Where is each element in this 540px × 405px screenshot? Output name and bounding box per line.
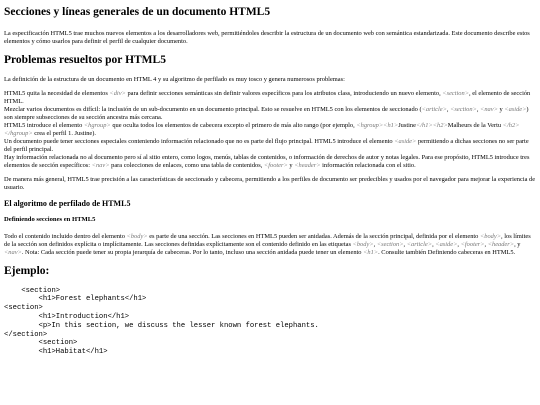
inline-code-tag: <header> bbox=[487, 240, 515, 248]
inline-code-tag: </h1><h2> bbox=[415, 121, 448, 129]
algorithm-heading: El algoritmo de perfilado de HTML5 bbox=[4, 198, 131, 208]
intro-paragraph: La especificación HTML5 trae muchos nuevos elementos a los desarrolladores web, permitiéndoles describir la estructura de un documento web con semántica estandarizada. Este documento describe estos elementos y cómo usarlos para definir el perfil de cualquier documento. bbox=[4, 29, 530, 45]
inline-code-tag: <div> bbox=[109, 89, 126, 97]
inline-code-tag: <body> bbox=[126, 232, 148, 240]
inline-code-tag: <body> bbox=[479, 232, 502, 240]
inline-code-tag: <body> bbox=[352, 240, 374, 248]
problems-closing: De manera más general, HTML5 trae precisión a las características de seccionado y cabecera, permitiendo a los perfiles de documento ser predecibles y usados por el navegador para mejorar la experiencia de usuario. bbox=[4, 175, 536, 191]
inline-code-tag: <article> bbox=[406, 240, 433, 248]
inline-code-tag: <header> bbox=[294, 161, 321, 169]
example-code: <section> <h1>Forest elephants</h1> <section> <h1>Introduction</h1> <p>In this section, we discuss the lesser known forest elephants. </section> <section> <h1>Habitat</h1> bbox=[4, 286, 319, 357]
problem-item: Hay información relacionada no al documento pero sí al sitio entero, como logos, menús, tablas de contenidos, o información de derechos de autor y notas legales. Para ese propósito, HTML5 introduce tres elementos de sección específicos: <nav> para colecciones de enlaces, como una tabla de contenidos, <footer> y <header> información relacionada con el sitio. bbox=[4, 153, 530, 169]
inline-code-tag: </h2></hgroup> bbox=[4, 121, 520, 137]
example-heading: Ejemplo: bbox=[4, 264, 50, 277]
inline-code-tag: <aside> bbox=[394, 137, 417, 145]
problem-item: Mezclar varios documentos es difícil: la inclusión de un sub-documento en un documento principal. Esto se resuelve en HTML5 con los elementos de seccionado (<article>, <section>, <nav> y <aside>) son siempre subsecciones de su sección ancestra más cercana. bbox=[4, 105, 529, 121]
problem-item: HTML5 introduce el elemento <hgroup> que oculta todos los elementos de cabecera excepto el primero de más alto rango (por ejemplo, <hgroup><h1>Justine</h1><h2>Malheurs de la Vertu </h2></hgroup> crea el perfil 1. Justine). bbox=[4, 121, 520, 137]
inline-code-tag: <footer> bbox=[263, 161, 288, 169]
inline-code-tag: <section> bbox=[450, 105, 477, 113]
inline-code-tag: <h1> bbox=[363, 248, 379, 256]
algorithm-paragraph: Todo el contenido incluido dentro del elemento <body> es parte de una sección. Las secciones en HTML5 pueden ser anidadas. Además de la sección principal, definida por el elemento <body>, los límites de la sección son definidos explícita o implícitamente. Las secciones definidas explícitamente son el contenido definido en las etiquetas <body>, <section>, <article>, <aside>, <footer>, <header>, y <nav>. Nota: Cada sección puede tener su propia jerarquía de cabeceras. Por lo tanto, incluso una sección anidada puede tener un elemento <h1>. Consulte también Definiendo cabeceras en HTML5. bbox=[4, 232, 531, 256]
inline-code-tag: <hgroup> bbox=[83, 121, 111, 129]
inline-code-tag: <article> bbox=[421, 105, 447, 113]
inline-code-tag: <section> bbox=[442, 89, 470, 97]
problems-heading: Problemas resueltos por HTML5 bbox=[4, 53, 166, 66]
inline-code-tag: <hgroup><h1> bbox=[356, 121, 399, 129]
inline-code-tag: <nav> bbox=[480, 105, 498, 113]
algorithm-subheading: Definiendo secciones en HTML5 bbox=[4, 215, 96, 223]
problems-lead: La definición de la estructura de un documento en HTML 4 y su algoritmo de perfilado es muy tosco y genera numerosos problemas: bbox=[4, 75, 345, 83]
inline-code-tag: <nav> bbox=[4, 248, 22, 256]
problem-item: Un documento puede tener secciones especiales conteniendo información relacionado que no es parte del flujo principal. HTML5 introduce el elemento <aside> permitiendo a dichas secciones no ser parte del perfil principal. bbox=[4, 137, 529, 153]
inline-code-tag: <aside> bbox=[435, 240, 458, 248]
problem-item: HTML5 quita la necesidad de elementos <div> para definir secciones semánticas sin definir valores específicos para los atributos class, introduciendo un nuevo elemento, <section>, el elemento de sección HTML. bbox=[4, 89, 531, 105]
problems-list bbox=[4, 90, 536, 170]
page-title: Secciones y líneas generales de un documento HTML5 bbox=[4, 6, 271, 18]
inline-code-tag: <section> bbox=[376, 240, 404, 248]
inline-code-tag: <aside> bbox=[504, 105, 527, 113]
inline-code-tag: <nav> bbox=[91, 161, 110, 169]
inline-code-tag: <footer> bbox=[460, 240, 485, 248]
